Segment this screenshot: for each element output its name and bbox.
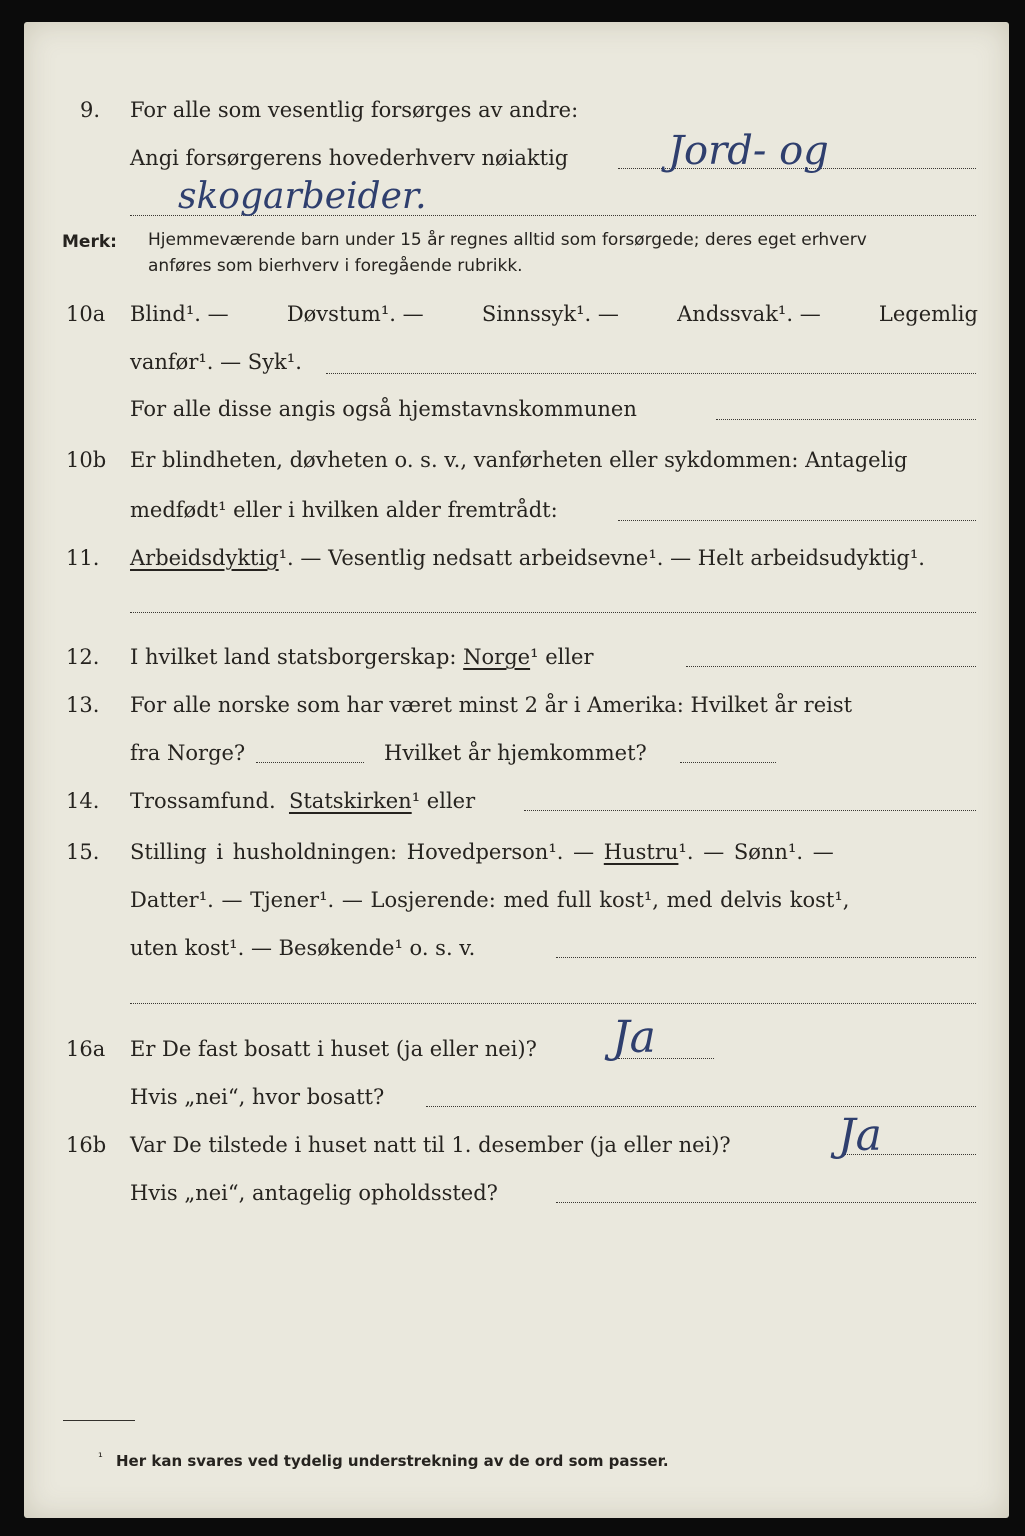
footnote-rule [63,1420,135,1421]
footnote-text: Her kan svares ved tydelig understrekning av de ord som passer. [116,1452,669,1470]
q15-selected-hustru[interactable]: Hustru [603,840,679,864]
merk-label: Merk: [62,232,117,252]
q13-year-left-field[interactable] [256,762,364,763]
q12-answer-line[interactable] [686,666,976,667]
q15-line2: Datter¹. — Tjener¹. — Losjerende: med full kost¹, med delvis kost¹, [130,888,850,912]
q13-line2b: Hvilket år hjemkommet? [384,741,647,765]
q13-line2a: fra Norge? [130,741,246,765]
q9-handwritten-answer2: skogarbeider. [178,176,427,217]
q9-number: 9. [80,98,101,122]
q10b-line2: medfødt¹ eller i hvilken alder fremtrådt: [130,498,558,522]
q16b-number: 16b [66,1133,107,1157]
q10b-line1: Er blindheten, døvheten o. s. v., vanførheten eller sykdommen: Antagelig [130,448,908,472]
q10a-answer-line2[interactable] [716,419,976,420]
q11-number: 11. [66,546,100,570]
q10a-option-sinnssyk[interactable]: Sinnssyk¹. — [481,302,619,326]
q9-line1: For alle som vesentlig forsørges av andre: [130,98,579,122]
merk-line1: Hjemmeværende barn under 15 år regnes alltid som forsørgede; deres eget erhverv [148,230,867,250]
q10b-number: 10b [66,448,107,472]
q16a-residence-field[interactable] [426,1106,976,1107]
q11-text: Arbeidsdyktig¹. — Vesentlig nedsatt arbeidsevne¹. — Helt arbeidsudyktig¹. [130,546,925,570]
q13-number: 13. [66,693,100,717]
merk-line2: anføres som bierhverv i foregående rubrikk. [148,256,523,276]
q14-answer-line[interactable] [524,810,976,811]
q10a-option-legemlig[interactable]: Legemlig [878,302,978,326]
q9-handwritten-answer1: Jord- og [668,128,829,174]
footnote-mark: ¹ [98,1450,103,1464]
q10a-option-dovstum[interactable]: Døvstum¹. — [286,302,424,326]
q16a-line2: Hvis „nei“, hvor bosatt? [130,1085,385,1109]
q14-text: Trossamfund. Statskirken¹ eller [130,789,476,813]
q15-number: 15. [66,840,100,864]
q10a-answer-line1[interactable] [326,373,976,374]
q10a-line2: vanfør¹. — Syk¹. [130,350,302,374]
q10a-option-andssvak[interactable]: Andssvak¹. — [677,302,821,326]
q16b-line1: Var De tilstede i huset natt til 1. desember (ja eller nei)? [130,1133,731,1157]
q14-number: 14. [66,789,100,813]
q12-text: I hvilket land statsborgerskap: Norge¹ eller [130,645,594,669]
q15-line3: uten kost¹. — Besøkende¹ o. s. v. [130,936,476,960]
q16b-whereabouts-field[interactable] [556,1202,976,1203]
q10a-number: 10a [66,302,106,326]
q12-number: 12. [66,645,100,669]
q16a-number: 16a [66,1037,106,1061]
q15-answer-line1[interactable] [556,957,976,958]
q11-answer-line[interactable] [130,612,976,613]
q9-line2: Angi forsørgerens hovederhverv nøiaktig [130,146,569,170]
q10b-answer-line[interactable] [618,520,976,521]
q16b-handwritten-answer: Ja [838,1110,882,1161]
q13-year-returned-field[interactable] [680,762,776,763]
q16a-handwritten-answer: Ja [612,1012,656,1063]
q16a-line1: Er De fast bosatt i huset (ja eller nei)? [130,1037,537,1061]
q12-selected-norge[interactable]: Norge [463,645,531,669]
q10a-option-blind[interactable]: Blind¹. — [130,302,229,326]
q10a-line3: For alle disse angis også hjemstavnskommunen [130,397,637,421]
q10a-options [130,302,978,326]
q13-line1: For alle norske som har været minst 2 år i Amerika: Hvilket år reist [130,693,853,717]
q11-selected-arbeidsdyktig[interactable]: Arbeidsdyktig [130,546,279,570]
q15-line1: Stilling i husholdningen: Hovedperson¹. — Hustru¹. — Sønn¹. — [130,840,834,864]
q14-selected-statskirken[interactable]: Statskirken [288,789,412,813]
q16b-line2: Hvis „nei“, antagelig opholdssted? [130,1181,498,1205]
q15-answer-line2[interactable] [130,1003,976,1004]
